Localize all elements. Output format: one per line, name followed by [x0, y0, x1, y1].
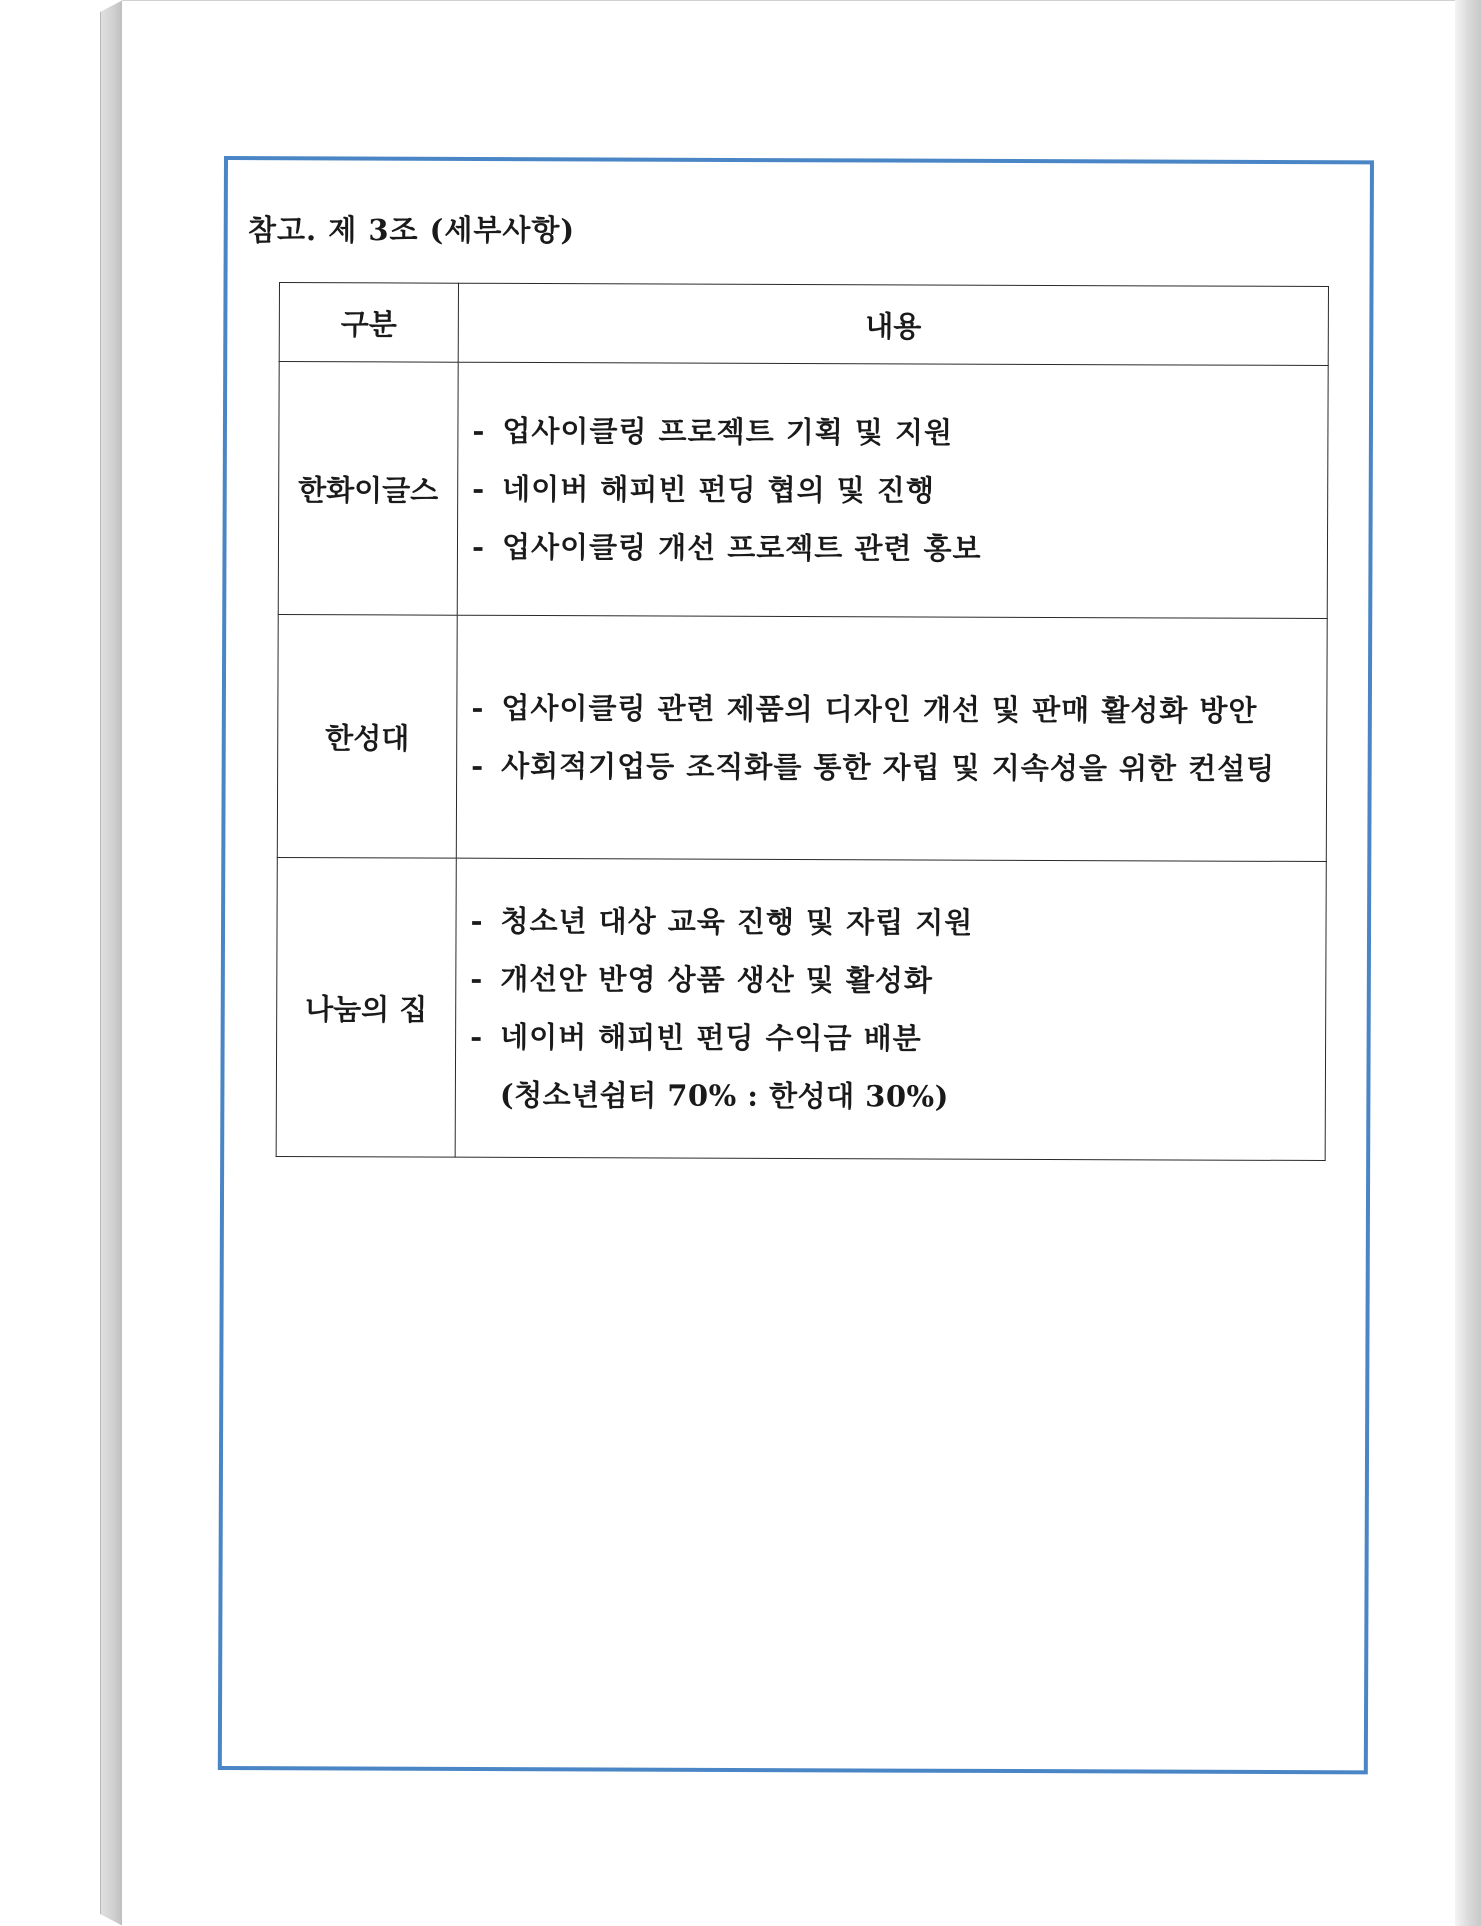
table-header-row [279, 283, 1328, 366]
item-list [471, 679, 1326, 798]
bullet-dash: - [470, 1019, 484, 1054]
row-content [455, 858, 1326, 1160]
bullet-dash: - [470, 903, 484, 938]
details-table [276, 282, 1329, 1161]
table-row [277, 614, 1327, 861]
page-binding-edge [100, 0, 123, 1926]
list-item: - 업사이클링 개선 프로젝트 관련 홍보 [472, 518, 1327, 579]
row-category: 한성대 [277, 614, 457, 858]
item-list [472, 402, 1328, 579]
row-category: 나눔의 집 [276, 857, 456, 1157]
table-row [278, 362, 1328, 619]
table-row [276, 857, 1326, 1160]
list-item: - 네이버 해피빈 펀딩 협의 및 진행 [472, 460, 1327, 521]
bullet-dash: - [471, 529, 486, 564]
item-list [470, 892, 1326, 1069]
bullet-dash: - [471, 748, 485, 783]
list-item: - 업사이클링 프로젝트 기획 및 지원 [472, 402, 1327, 463]
distribution-note: (청소년쉼터 70% : 한성대 30%) [499, 1077, 949, 1114]
list-item: - 사회적기업등 조직화를 통한 자립 및 지속성을 위한 컨설팅 [471, 737, 1326, 798]
bullet-dash: - [470, 961, 484, 996]
bullet-dash: - [471, 690, 485, 725]
header-content: 내용 [458, 283, 1328, 365]
list-item: - 청소년 대상 교육 진행 및 자립 지원 [470, 892, 1325, 953]
section-heading: 참고. 제 3조 (세부사항) [248, 213, 576, 247]
bullet-dash: - [472, 413, 486, 448]
row-category: 한화이글스 [278, 362, 458, 616]
row-content [457, 362, 1328, 618]
bullet-dash: - [472, 471, 486, 506]
header-category: 구분 [279, 283, 458, 363]
row-content [456, 615, 1327, 861]
list-item: - 개선안 반영 상품 생산 및 활성화 [470, 950, 1325, 1011]
page-right-edge [1455, 0, 1481, 1926]
list-item: - 네이버 해피빈 펀딩 수익금 배분 [470, 1008, 1325, 1069]
list-item: - 업사이클링 관련 제품의 디자인 개선 및 판매 활성화 방안 [471, 679, 1326, 740]
